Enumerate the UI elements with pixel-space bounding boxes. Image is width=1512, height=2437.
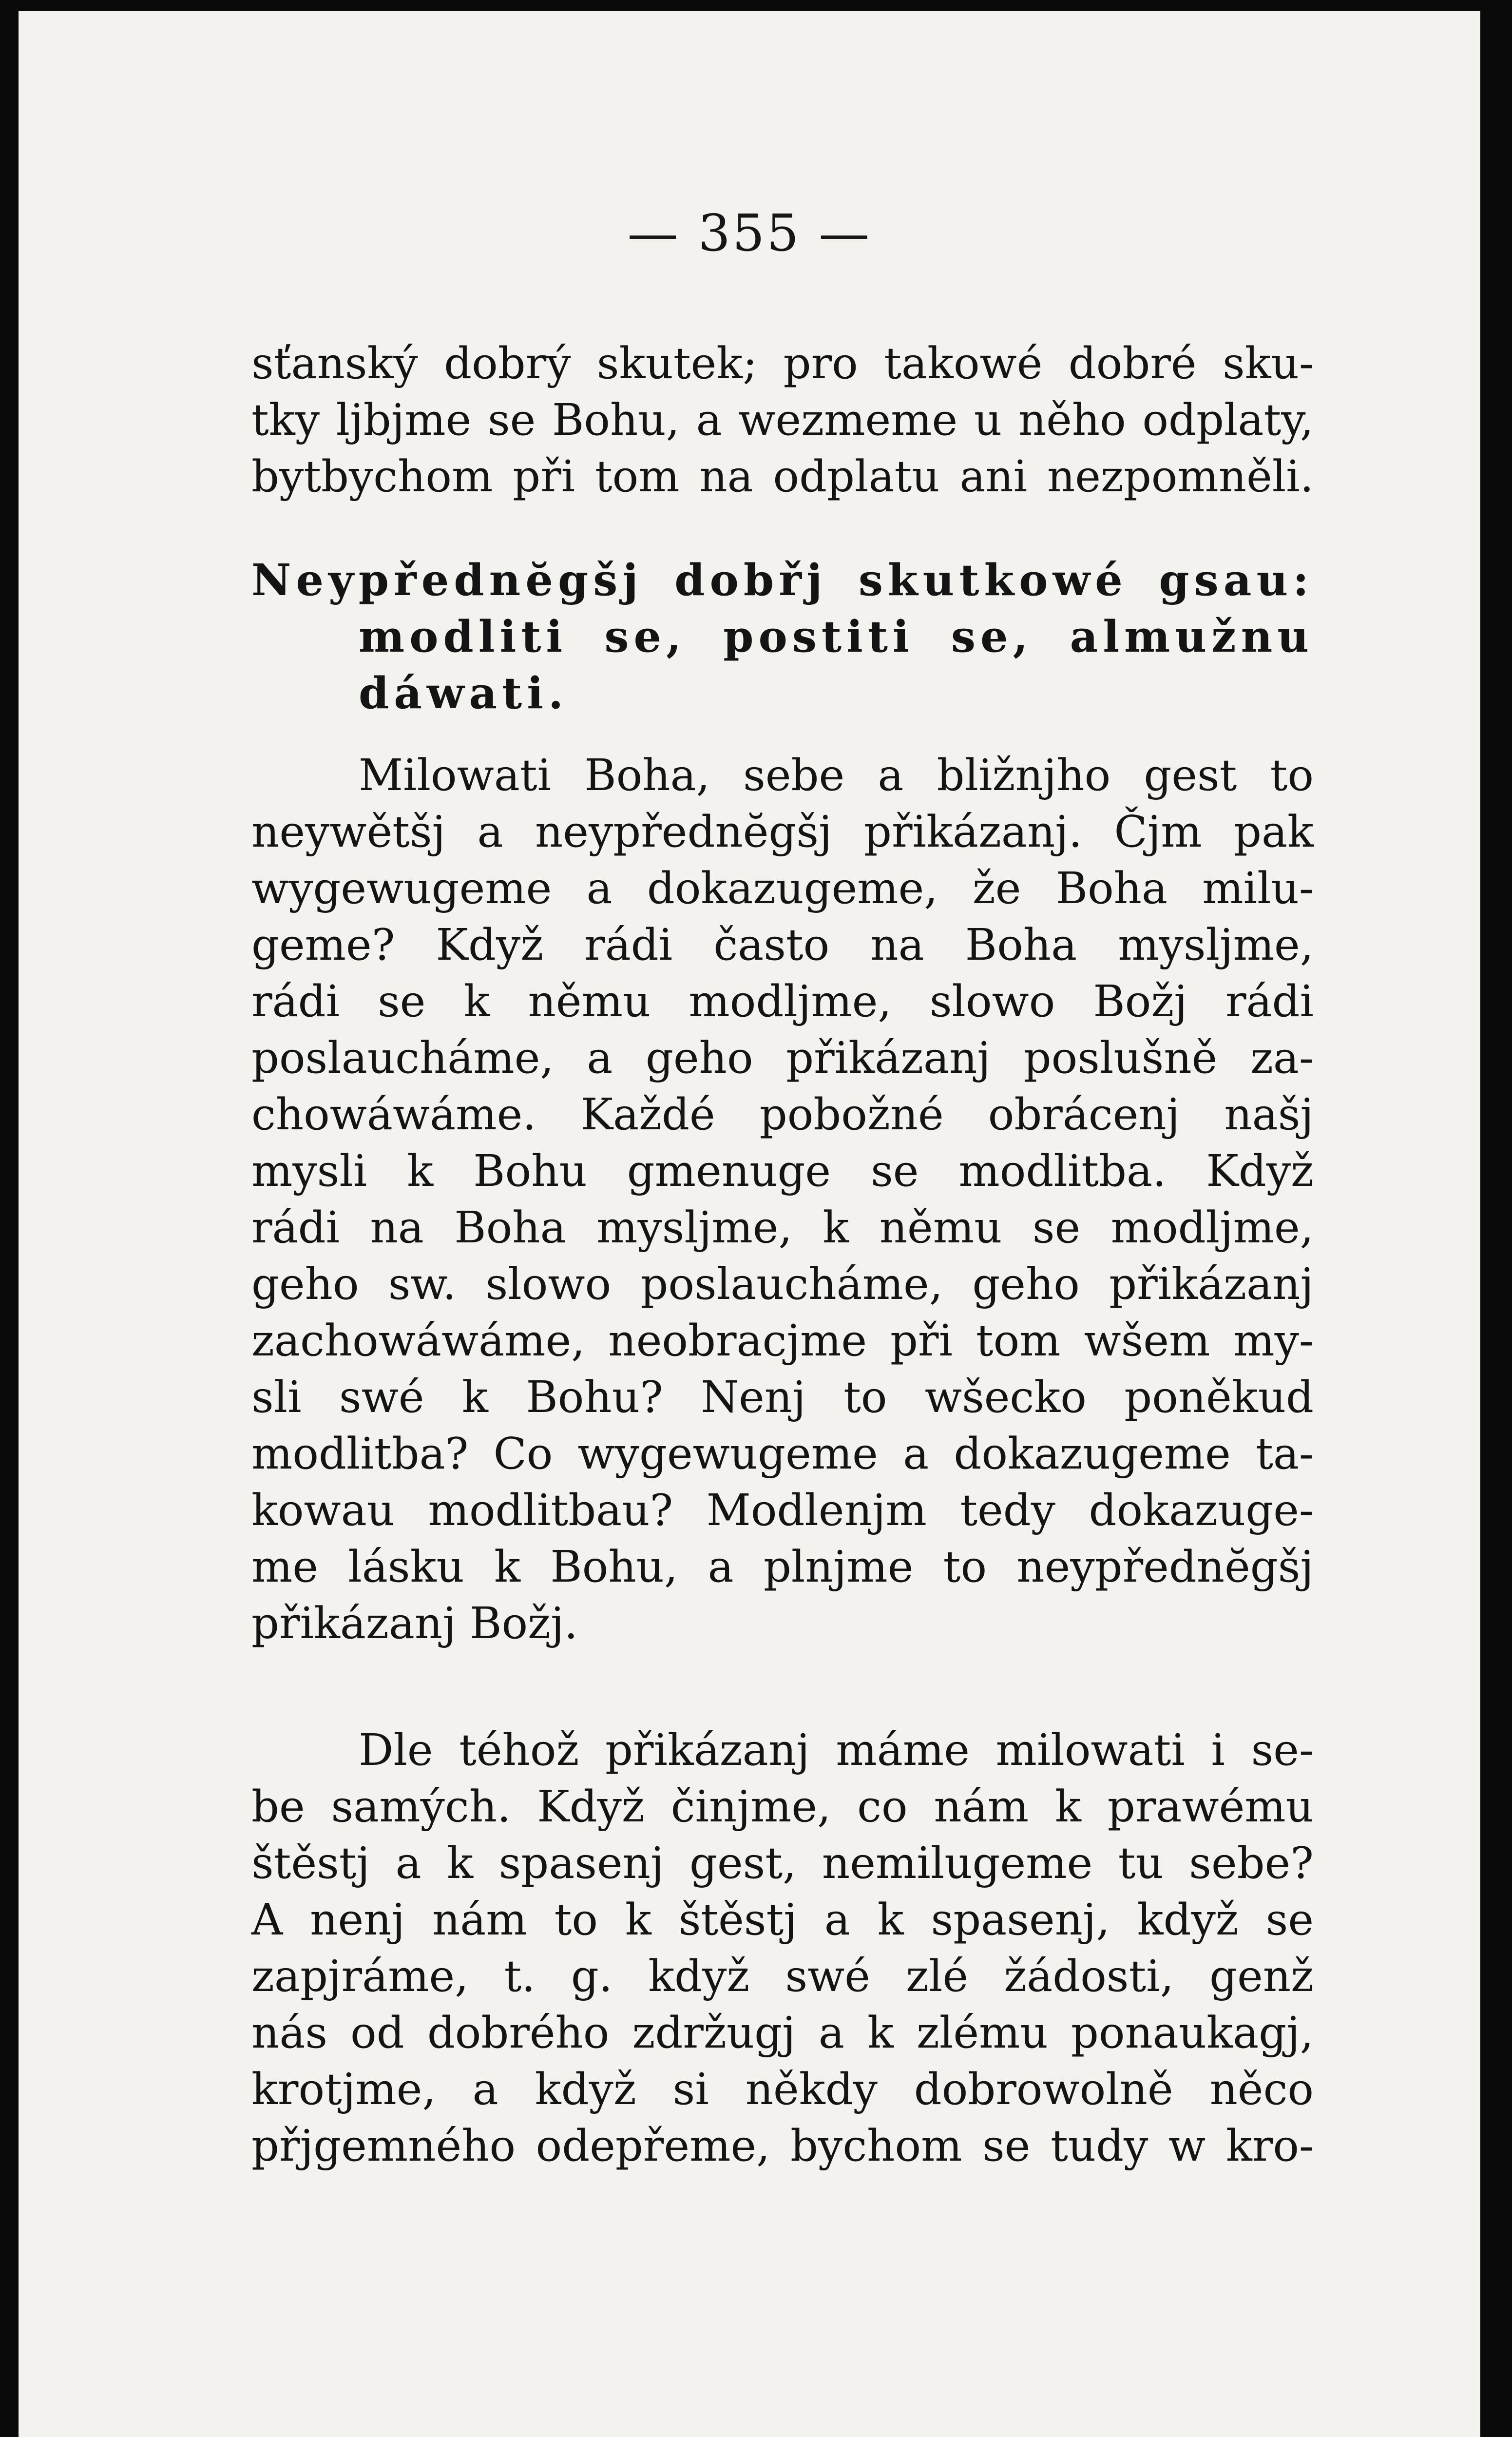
text-line: rádi se k němu modljme, slowo Božj rádi — [251, 976, 1314, 1026]
text-line: geho sw. slowo poslaucháme, geho přikázanj — [251, 1258, 1314, 1309]
text-line: přjgemného odepřeme, bychom se tudy w kro- — [251, 2120, 1314, 2171]
text-line: be samých. Když činjme, co nám k prawému — [251, 1781, 1314, 1832]
text-line: bytbychom při tom na odplatu ani nezpomněli. — [251, 451, 1314, 502]
paragraph-self-love — [251, 1721, 1314, 2174]
text-line: Milowati Boha, sebe a bližnjho gest to — [359, 750, 1314, 800]
text-line: mysli k Bohu gmenuge se modlitba. Když — [251, 1145, 1314, 1196]
text-line: štěstj a k spasenj gest, nemilugeme tu sebe? — [251, 1837, 1314, 1888]
heading-line: Neypřednĕgšj dobřj skutkowé gsau: — [251, 554, 1314, 605]
text-line: sli swé k Bohu? Nenj to wšecko poněkud — [251, 1372, 1314, 1422]
text-line: A nenj nám to k štěstj a k spasenj, když se — [251, 1894, 1314, 1945]
text-line: rádi na Boha mysljme, k němu se modljme, — [251, 1202, 1314, 1253]
text-line: neywětšj a neypřednĕgšj přikázanj. Čjm pak — [251, 806, 1314, 857]
heading-line: modliti se, postiti se, almužnu — [359, 611, 1314, 662]
text-line: sťanský dobrý skutek; pro takowé dobré sku- — [251, 338, 1314, 388]
text-line: tky ljbjme se Bohu, a wezmeme u něho odplaty, — [251, 394, 1314, 445]
text-line: poslaucháme, a geho přikázanj poslušně za- — [251, 1032, 1314, 1083]
text-line: přikázanj Božj. — [251, 1598, 578, 1648]
book-page — [19, 11, 1480, 2437]
text-line: wygewugeme a dokazugeme, že Boha milu- — [251, 863, 1314, 913]
text-line: geme? Když rádi často na Boha mysljme, — [251, 919, 1314, 970]
text-line: modlitba? Co wygewugeme a dokazugeme ta- — [251, 1428, 1314, 1479]
text-line: Dle téhož přikázanj máme milowati i se- — [359, 1724, 1314, 1775]
text-line: zachowáwáme, neobracjme při tom wšem my- — [251, 1315, 1314, 1366]
section-heading — [251, 552, 1314, 721]
paragraph-love-of-god — [251, 747, 1314, 1651]
text-line: chowáwáme. Každé pobožné obrácenj našj — [251, 1089, 1314, 1140]
text-line: nás od dobrého zdržugj a k zlému ponaukagj, — [251, 2007, 1314, 2058]
text-line: zapjráme, t. g. když swé zlé žádosti, genž — [251, 1951, 1314, 2001]
text-line: me lásku k Bohu, a plnjme to neypřednĕgšj — [251, 1541, 1314, 1592]
page-number: — 355 — — [627, 203, 872, 263]
text-line: krotjme, a když si někdy dobrowolně něco — [251, 2064, 1314, 2114]
paragraph-continuation — [251, 335, 1314, 504]
text-line: kowau modlitbau? Modlenjm tedy dokazuge- — [251, 1485, 1314, 1535]
heading-line: dáwati. — [359, 667, 569, 718]
